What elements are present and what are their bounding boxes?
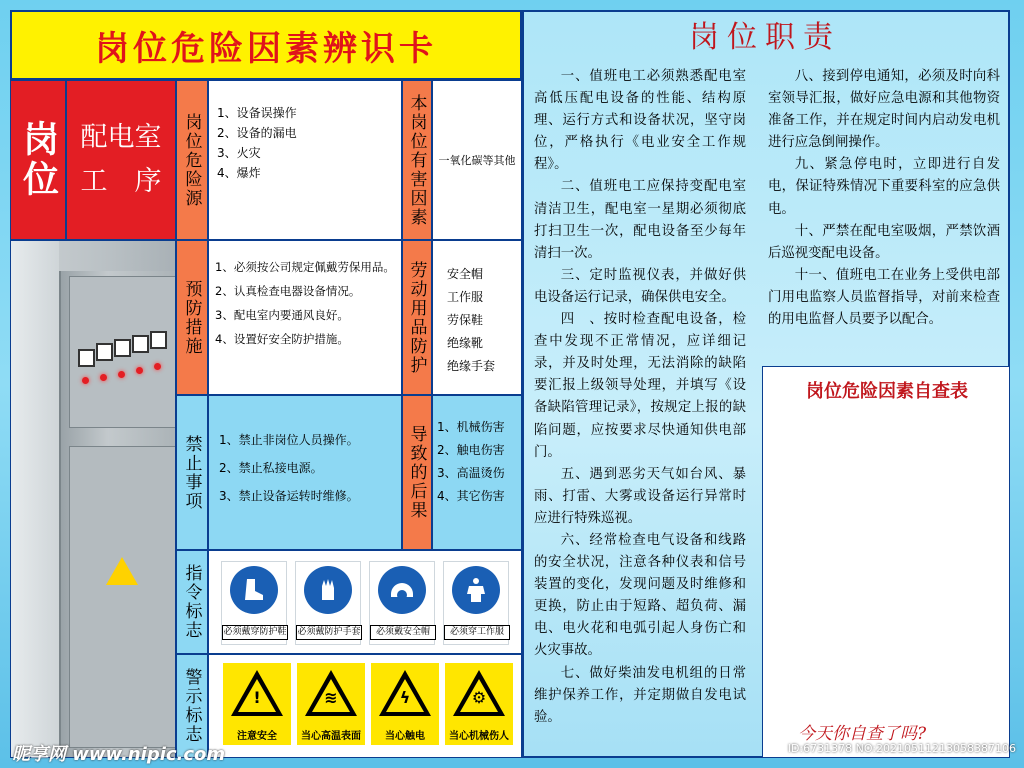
- prohibited-content: [208, 395, 402, 550]
- warning-sign-hot-surface: [297, 663, 365, 747]
- exclamation-warning-icon: !: [223, 663, 291, 723]
- safety-boots-icon: [230, 566, 278, 614]
- list-item: 4、爆炸: [217, 166, 261, 180]
- list-item: 绝缘靴: [447, 336, 484, 350]
- watermark-id: ID:6731378 NO:20210511213058387106: [787, 742, 1016, 755]
- list-item: 2、设备的漏电: [217, 126, 297, 140]
- responsibility-item: 十、严禁在配电室吸烟，严禁饮酒后巡视变配电设备。: [768, 223, 1000, 261]
- responsibility-item: 五、遇到恶劣天气如台风、暴雨、打雷、大雾或设备运行异常时应进行特殊巡视。: [534, 466, 746, 526]
- mechanical-injury-warning-icon: ⚙: [445, 663, 513, 723]
- responsibility-item: 八、接到停电通知，必须及时向科室领导汇报，做好应急电源和其他物资准备工作，并在规定时间内启动发电机进行应急倒闸操作。: [768, 69, 1000, 151]
- self-check-slogan: 今天你自查了吗?: [798, 724, 927, 744]
- responsibility-item: 十一、值班电工在业务上受供电部门用电监察人员监督指导，对前来检查的用电监督人员要予以配合。: [768, 267, 1000, 328]
- responsibility-item: 三、定时监视仪表，并做好供电设备运行记录，确保供电安全。: [534, 267, 746, 305]
- mandatory-sign-helmet: [369, 561, 435, 645]
- warning-sign-mechanical: [445, 663, 513, 747]
- responsibility-item: 七、做好柴油发电机组的日常维护保养工作，并定期做自发电试验。: [534, 665, 746, 725]
- warning-signs-label: 警示标志: [176, 654, 208, 758]
- self-check-table: [762, 366, 1010, 758]
- mandatory-sign-gloves: [295, 561, 361, 645]
- self-check-title: 岗位危险因素自查表: [806, 381, 968, 402]
- consequences-content: [432, 395, 522, 550]
- hazard-source-list: [217, 103, 401, 183]
- sign-caption: 注意安全: [223, 723, 291, 745]
- list-item: 3、高温烫伤: [437, 466, 505, 480]
- prevention-content: [208, 240, 402, 395]
- warning-sign-electric: [371, 663, 439, 747]
- sign-caption: 当心机械伤人: [445, 723, 513, 745]
- list-item: 1、设备误操作: [217, 106, 297, 120]
- responsibility-item: 六、经常检查电气设备和线路的安全状况，注意各种仪表和信号装置的变化，发现问题及时维修和更换，防止由于短路、超负荷、漏电、电火花和电弧引起人身伤亡和火灾事故。: [534, 532, 746, 659]
- card-title: 岗位危险因素辨识卡: [10, 10, 522, 80]
- sign-caption: 必须戴防护手套: [296, 625, 362, 640]
- responsibilities-right-column: [768, 66, 1000, 331]
- list-item: 绝缘手套: [447, 359, 496, 373]
- list-item: 工作服: [447, 290, 484, 304]
- prevention-label: 预防措施: [176, 240, 208, 395]
- list-item: 3、火灾: [217, 146, 261, 160]
- work-clothes-icon: [452, 566, 500, 614]
- prevention-list: [215, 255, 401, 351]
- harmful-factors-label: 本岗位有害因素: [402, 80, 432, 240]
- safety-helmet-icon: [378, 566, 426, 614]
- sign-caption: 必须戴安全帽: [370, 625, 436, 640]
- mandatory-sign-boots: [221, 561, 287, 645]
- sign-caption: 必须戴穿防护鞋: [222, 625, 288, 640]
- protective-gloves-icon: [304, 566, 352, 614]
- responsibility-item: 一、值班电工必须熟悉配电室高低压配电设备的性能、结构原理、运行方式和设备状况，坚守岗位，严格执行《电业安全工作规程》。: [534, 69, 746, 173]
- consequences-label: 导致的后果: [402, 395, 432, 550]
- process-line-1: 配电室: [80, 122, 162, 153]
- responsibility-item: 九、紧急停电时，立即进行自发电，保证特殊情况下重要科室的应急供电。: [768, 157, 1000, 217]
- mandatory-signs-panel: [208, 550, 522, 654]
- ppe-content: [432, 240, 522, 395]
- prohibited-label: 禁止事项: [176, 395, 208, 550]
- list-item: 1、机械伤害: [437, 420, 505, 434]
- responsibilities-title: 岗位职责: [689, 20, 841, 55]
- consequences-list: [437, 416, 521, 508]
- watermark-bar: [0, 736, 1024, 768]
- process-cell: [66, 80, 176, 240]
- list-item: 2、认真检查电器设备情况。: [215, 284, 361, 298]
- mandatory-sign-clothes: [443, 561, 509, 645]
- list-item: 2、触电伤害: [437, 443, 505, 457]
- sign-caption: 当心触电: [371, 723, 439, 745]
- list-item: 2、禁止私接电源。: [219, 461, 323, 475]
- hot-surface-warning-icon: ≋: [297, 663, 365, 723]
- responsibility-item: 二、值班电工应保持变配电室清洁卫生，配电室一星期必须彻底打扫卫生一次，配电设备至少每年清扫一次。: [534, 179, 746, 261]
- sign-caption: 当心高温表面: [297, 723, 365, 745]
- list-item: 1、必须按公司规定佩戴劳保用品。: [215, 260, 395, 274]
- process-line-2: 工 序: [80, 166, 162, 197]
- responsibilities-left-column: [534, 66, 746, 729]
- list-item: 4、其它伤害: [437, 489, 505, 503]
- electric-shock-warning-icon: ϟ: [371, 663, 439, 723]
- responsibility-item: 四 、按时检查配电设备，检查中发现不正常情况，应详细记录，并及时处理，无法消除的缺陷要汇报上级领导处理，并填写《设备缺陷管理记录》，按规定上报的缺陷问题，应按要求尽快通知供电部门。: [534, 312, 746, 460]
- list-item: 3、配电室内要通风良好。: [215, 308, 349, 322]
- ppe-list: [447, 263, 521, 378]
- hazard-source-content: [208, 80, 402, 240]
- electrical-cabinet-photo: [10, 240, 176, 758]
- hazard-source-label: 岗位危险源: [176, 80, 208, 240]
- list-item: 4、设置好安全防护措施。: [215, 332, 349, 346]
- prohibited-list: [219, 426, 401, 510]
- warning-sign-general: [223, 663, 291, 747]
- list-item: 3、禁止设备运转时维修。: [219, 489, 359, 503]
- list-item: 1、禁止非岗位人员操作。: [219, 433, 359, 447]
- harmful-factors-value: 一氧化碳等其他: [432, 80, 522, 240]
- watermark-logo: 昵享网 www.nipic.com: [12, 744, 226, 765]
- ppe-label: 劳动用品防护: [402, 240, 432, 395]
- list-item: 劳保鞋: [447, 313, 484, 327]
- list-item: 安全帽: [447, 267, 484, 281]
- post-label: 岗位: [10, 80, 66, 240]
- mandatory-signs-label: 指令标志: [176, 550, 208, 654]
- sign-caption: 必须穿工作服: [444, 625, 510, 640]
